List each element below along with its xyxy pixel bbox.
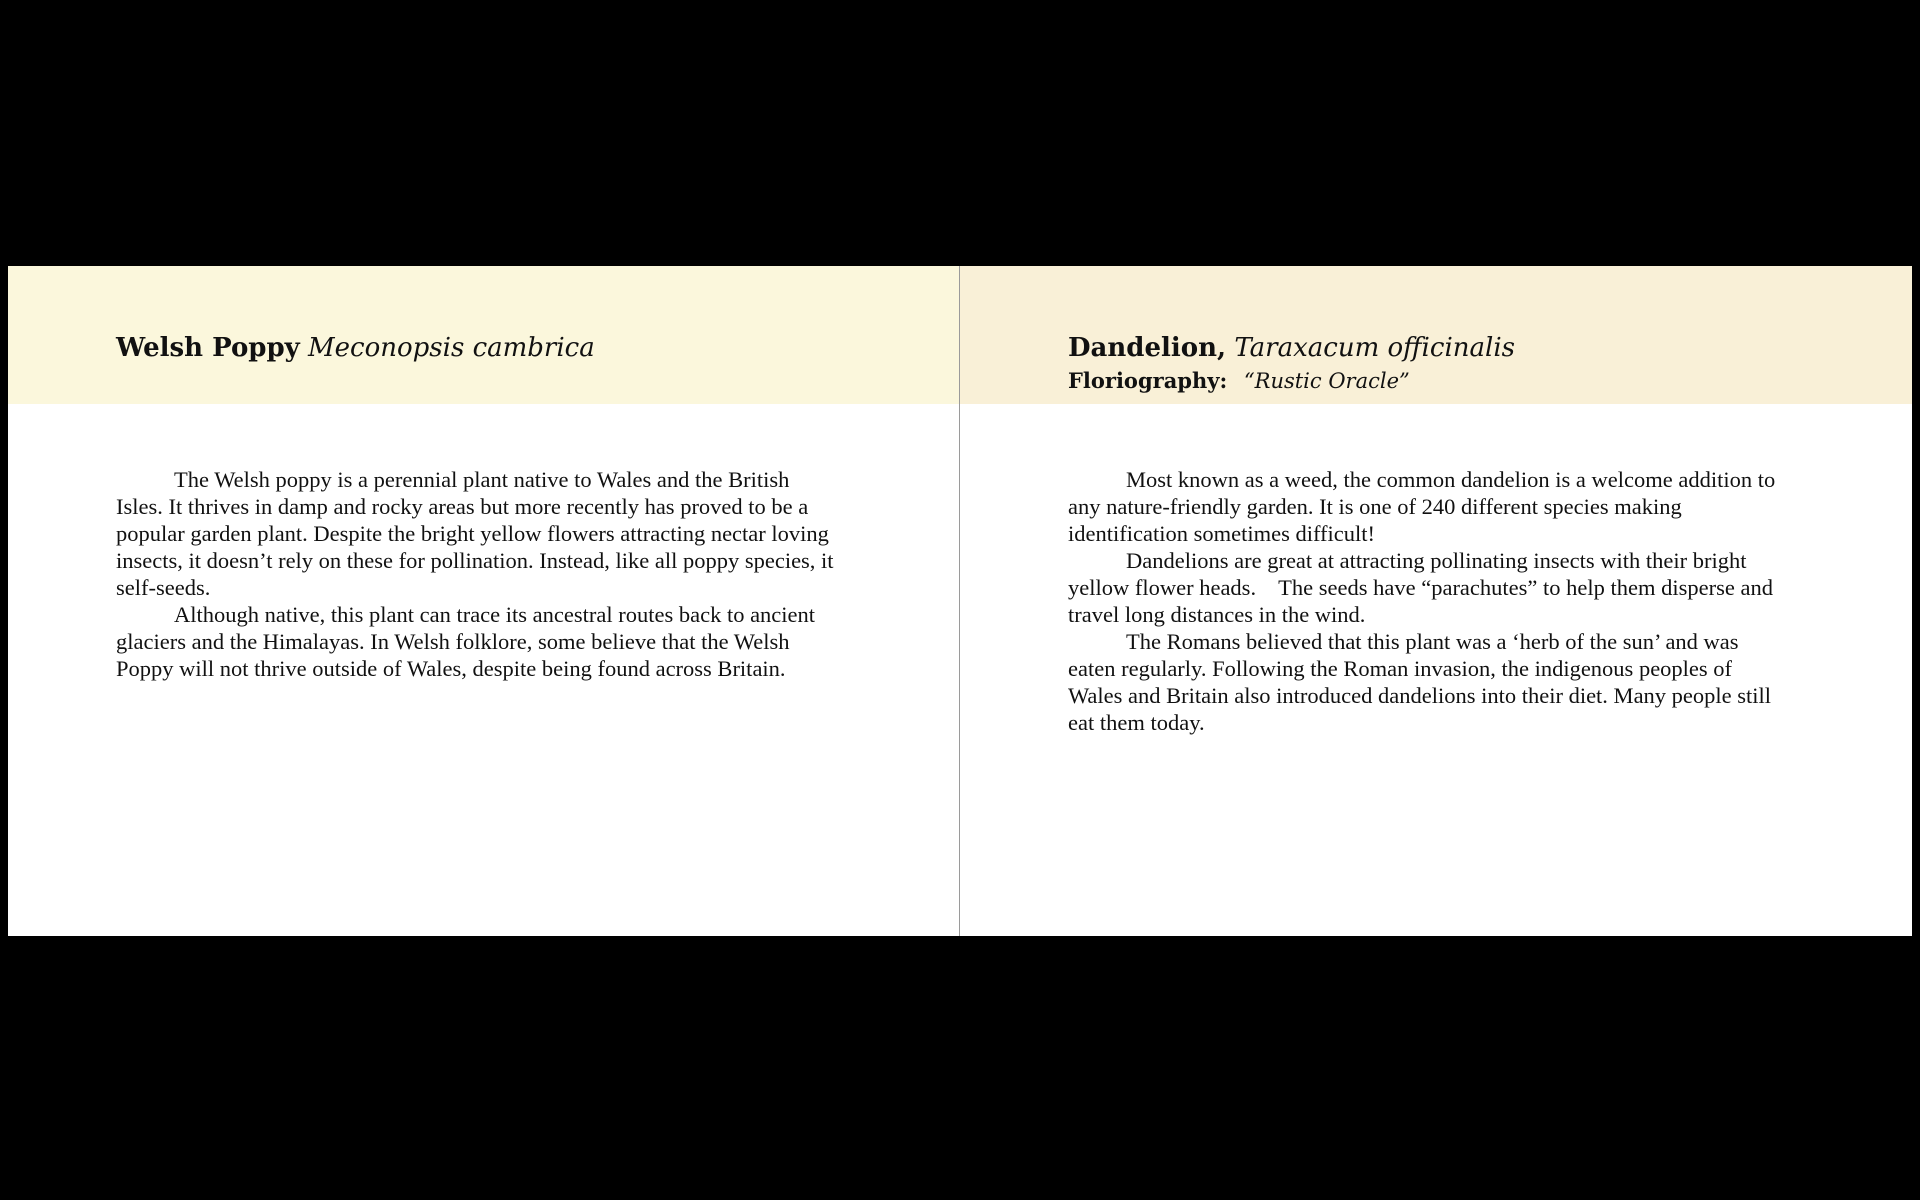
floriography-line xyxy=(1068,367,1410,395)
right-title-common-name: Dandelion, xyxy=(1068,333,1227,363)
right-paragraph-1: Most known as a weed, the common dandelion is a welcome addition to any nature-friendly garden. It is one of 240 different species making identification sometimes difficult! xyxy=(1068,467,1781,546)
right-paragraph-3: The Romans believed that this plant was a ‘herb of the sun’ and was eaten regularly. Following the Roman invasion, the indigenous peoples of Wales and Britain also introduced dandelions into their diet. Many people still eat them today. xyxy=(1068,629,1777,735)
left-page xyxy=(8,266,960,936)
left-body-text xyxy=(116,466,840,682)
right-body-text xyxy=(1068,466,1788,736)
left-title-common-name: Welsh Poppy xyxy=(116,333,300,363)
floriography-label: Floriography: xyxy=(1068,368,1228,393)
left-paragraph-2: Although native, this plant can trace its ancestral routes back to ancient glaciers and the Himalayas. In Welsh folklore, some believe that the Welsh Poppy will not thrive outside of Wales, despite being found across Britain. xyxy=(116,602,821,681)
right-page xyxy=(960,266,1912,936)
floriography-value: “Rustic Oracle” xyxy=(1243,369,1410,393)
left-title-latin-name: Meconopsis cambrica xyxy=(308,333,595,363)
right-title-latin-name: Taraxacum officinalis xyxy=(1234,333,1515,363)
right-page-title xyxy=(1068,331,1515,365)
book-spread xyxy=(8,266,1912,936)
left-paragraph-1: The Welsh poppy is a perennial plant native to Wales and the British Isles. It thrives in damp and rocky areas but more recently has proved to be a popular garden plant. Despite the bright yellow flowers attracting nectar loving insects, it doesn’t rely on these for pollination. Instead, like all poppy species, it self-seeds. xyxy=(116,467,840,600)
left-page-title xyxy=(116,331,595,365)
right-paragraph-2: Dandelions are great at attracting pollinating insects with their bright yellow flower heads. The seeds have “parachutes” to help them disperse and travel long distances in the wind. xyxy=(1068,548,1779,627)
